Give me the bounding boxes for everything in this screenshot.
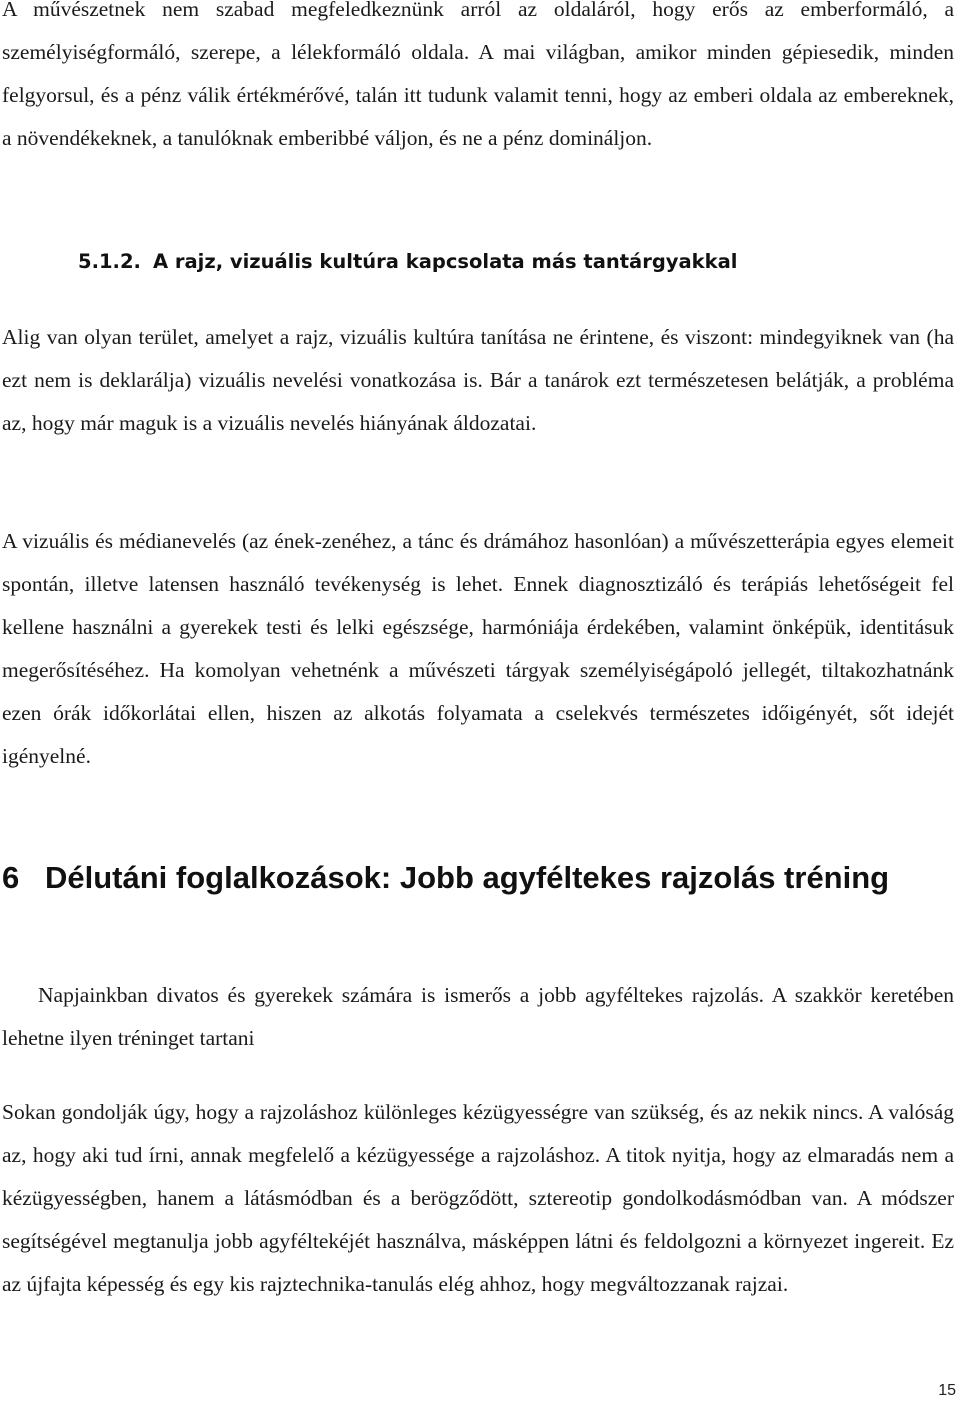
paragraph-right-brain-intro: Napjainkban divatos és gyerekek számára is ismerős a jobb agyféltekes rajzolás. A szakkör keretében lehetne ilyen tréninget tartani xyxy=(2,983,954,1050)
subsection-heading xyxy=(78,244,737,280)
paragraph-subject-relations: Alig van olyan terület, amelyet a rajz, vizuális kultúra tanítása ne érintene, és viszont: mindegyiknek van (ha ezt nem is deklarálja) vizuális nevelési vonatkozása is. Bár a tanárok ezt természetesen belátják, a probléma az, hogy már maguk is a vizuális nevelés hiányának áldozatai. xyxy=(2,325,954,435)
subsection-number: 5.1.2. xyxy=(78,250,141,273)
paragraph-drawing-skills: Sokan gondolják úgy, hogy a rajzoláshoz különleges kézügyességre van szükség, és az nekik nincs. A valóság az, hogy aki tud írni, annak megfelelő a kézügyessége a rajzoláshoz. A titok nyitja, hogy az elmaradás nem a kézügyességben, hanem a látásmódban és a berögződött, sztereotip gondolkodásmódban van. A módszer segítségével megtanulja jobb agyféltekéjét használva, másképpen látni és feldolgozni a környezet ingereit. Ez az újfajta képesség és egy kis rajztechnika-tanulás elég ahhoz, hogy megváltozzanak rajzai. xyxy=(2,1100,954,1296)
paragraph-media-education: A vizuális és médianevelés (az ének-zenéhez, a tánc és drámához hasonlóan) a művészetterápia egyes elemeit spontán, illetve latensen használó tevékenység is lehet. Ennek diagnosztizáló és terápiás lehetőségeit fel kellene használni a gyerekek testi és lelki egészsége, harmóniája érdekében, valamint önképük, identitásuk megerősítéséhez. Ha komolyan vehetnénk a művészeti tárgyak személyiségápoló jellegét, tiltakozhatnánk ezen órák időkorlátai ellen, hiszen az alkotás folyamata a cselekvés természetes időigényét, sőt idejét igényelné. xyxy=(2,529,954,768)
paragraph-art-personality: A művészetnek nem szabad megfeledkeznünk arról az oldaláról, hogy erős az emberformáló, a személyiségformáló, szerepe, a lélekformáló oldala. A mai világban, amikor minden gépiesedik, minden felgyorsul, és a pénz válik értékmérővé, talán itt tudunk valamit tenni, hogy az emberi oldala az embereknek, a növendékeknek, a tanulóknak emberibbé váljon, és ne a pénz domináljon. xyxy=(2,0,954,150)
subsection-title: A rajz, vizuális kultúra kapcsolata más tantárgyakkal xyxy=(153,250,738,273)
chapter-number: 6 xyxy=(2,860,20,895)
chapter-title: Délutáni foglalkozások: Jobb agyféltekes rajzolás tréning xyxy=(45,860,890,895)
page-number: 15 xyxy=(938,1382,956,1399)
chapter-heading xyxy=(0,856,900,900)
